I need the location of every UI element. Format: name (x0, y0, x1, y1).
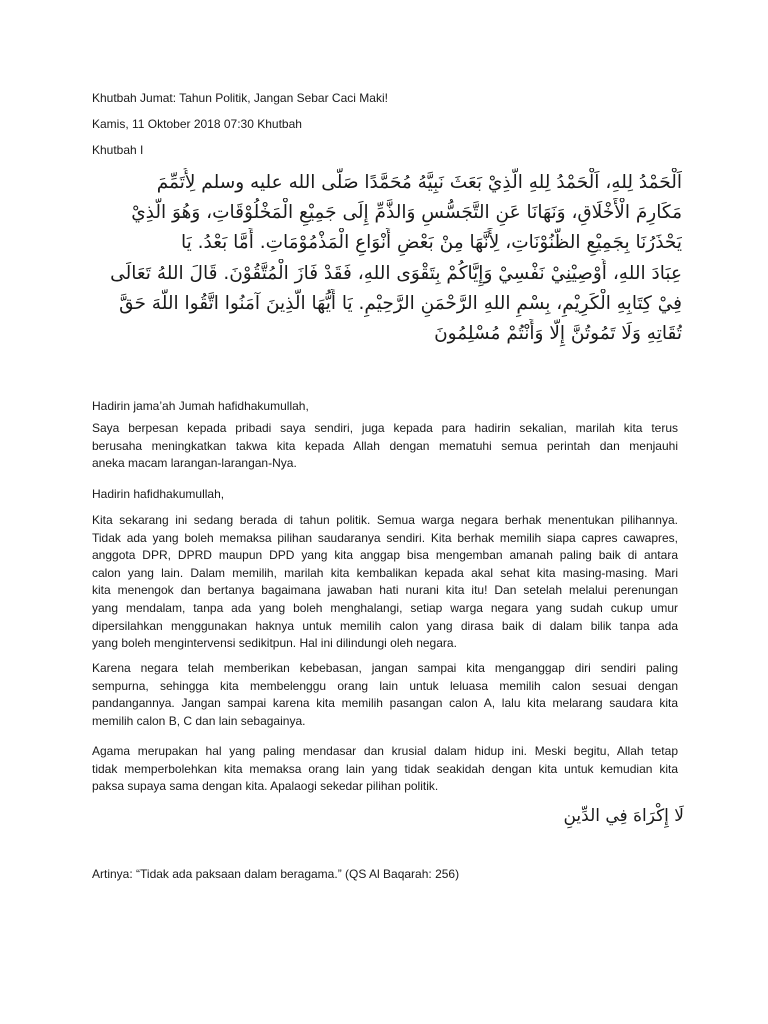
paragraph-line: yang mendalam, tanpa ada yang boleh menghalangi, setiap warga negara yang sudah cukup umur (92, 600, 678, 615)
arabic-line: اَلْحَمْدُ لِلهِ، اَلْحَمْدُ لِلهِ الَّذِيْ بَعَثَ نَبِيَّهُ مُحَمَّدًا صَلَّى الله عليه وسلم لِأُتَمِّمَ (156, 172, 682, 193)
paragraph-line: sempurna, sehingga kita membelenggu orang lain untuk leluasa memilih calon sesuai dengan (92, 678, 678, 693)
greeting-jamaah: Hadirin jama’ah Jumah hafidhakumullah, (92, 399, 309, 413)
paragraph-agama (92, 743, 678, 796)
paragraph-line: berusaha meningkatkan takwa kita kepada Allah dengan mematuhi semua perintah dan menjauhi (92, 438, 678, 453)
document-title: Khutbah Jumat: Tahun Politik, Jangan Sebar Caci Maki! (92, 91, 388, 105)
paragraph-line: Agama merupakan hal yang paling mendasar dan krusial dalam hidup ini. Meski begitu, Allah tetap (92, 744, 678, 758)
paragraph-line: kita menengok dan bertanya bagaimana jawaban hati nurani kita itu! Dan setelah melalui perenungan (92, 583, 678, 598)
paragraph-line: tidak memperbolehkan kita memaksa orang lain yang tidak seakidah dengan kita untuk kemudian kita (92, 761, 678, 776)
paragraph-line: Karena negara telah memberikan kebebasan, jangan sampai kita menganggap diri sendiri paling (92, 661, 678, 675)
arabic-line: يَحْذَرُنَا بِجَمِيْعِ الظُّنُوْنَاتِ، لِأَنَّهَا مِنْ بَعْضِ أَنْوَاعِ الْمَذْمُوْمَاتِ. أَمَّا بَعْدُ. يَا (180, 232, 682, 254)
arabic-opening-prayer (88, 168, 682, 349)
paragraph-line: Saya berpesan kepada pribadi saya sendiri, juga kepada para hadirin sekalian, marilah kita terus (92, 421, 678, 435)
paragraph-takwa (92, 420, 678, 473)
greeting-hadirin: Hadirin hafidhakumullah, (92, 487, 225, 501)
paragraph-line: dipersilahkan menggunakan haknya untuk memilih calon yang dirasa baik di dalam bilik tanpa ada (92, 618, 678, 633)
arabic-line: عِبَادَ اللهِ، أُوْصِيْنِيْ نَفْسِيْ وَإِيَّاكُمْ بِتَقْوَى اللهِ، فَقَدْ فَازَ الْمُتَّقُوْنَ. قَالَ اللهُ تَعَالَى (110, 262, 682, 284)
section-heading: Khutbah I (92, 143, 144, 157)
paragraph-tahun-politik (92, 512, 678, 653)
verse-translation: Artinya: “Tidak ada paksaan dalam beragama.” (QS Al Baqarah: 256) (92, 867, 460, 881)
arabic-line: تُقَاتِهِ وَلَا تَمُوتُنَّ إِلَّا وَأَنْتُمْ مُسْلِمُونَ (434, 323, 682, 345)
paragraph-line: pandangannya. Jangan sampai karena kita memilih pasangan calon A, lalu kita melarang saudara kita (92, 696, 678, 711)
paragraph-line: anggota DPR, DPRD maupun DPD yang kita anggap bisa mengemban amanah paling baik di antara (92, 548, 678, 563)
paragraph-kebebasan (92, 660, 678, 730)
paragraph-line: paksa supaya sama dengan kita. Apalaogi sekedar pilihan politik. (92, 779, 439, 794)
arabic-line: فِيْ كِتَابِهِ الْكَرِيْمِ، بِسْمِ اللهِ الرَّحْمَنِ الرَّحِيْمِ. يَا أَيُّهَا الَّذِينَ آمَنُوا اتَّقُوا اللَّهَ حَقَّ (119, 292, 682, 314)
paragraph-line: aneka macam larangan-larangan-Nya. (92, 456, 297, 471)
document-meta: Kamis, 11 Oktober 2018 07:30 Khutbah (92, 117, 302, 131)
paragraph-line: yang boleh mengintervensi sedikitpun. Hal ini dilindungi oleh negara. (92, 636, 457, 651)
arabic-line: مَكَارِمَ الْأَخْلَاقِ، وَنَهَانَا عَنِ التَّجَسُّسِ وَالذَّمِّ إِلَى جَمِيْعِ الْمَخْلُوْقَاتِ، وَهُوَ الَّذِيْ (131, 202, 682, 224)
paragraph-line: memilih calon B, C dan lain sebagainya. (92, 713, 306, 728)
paragraph-line: Tidak ada yang boleh memaksa pilihan saudaranya sendiri. Kita berhak memilih siapa capres cawapres, (92, 530, 678, 545)
arabic-verse: لَا إِكْرَاهَ فِي الدِّينِ (563, 806, 684, 826)
paragraph-line: calon yang lain. Dalam memilih, marilah kita kembalikan kepada akal sehat kita masing-masing. Mari (92, 565, 678, 580)
document-page (92, 0, 684, 1024)
paragraph-line: Kita sekarang ini sedang berada di tahun politik. Semua warga negara berhak menentukan pilihannya. (92, 513, 678, 527)
